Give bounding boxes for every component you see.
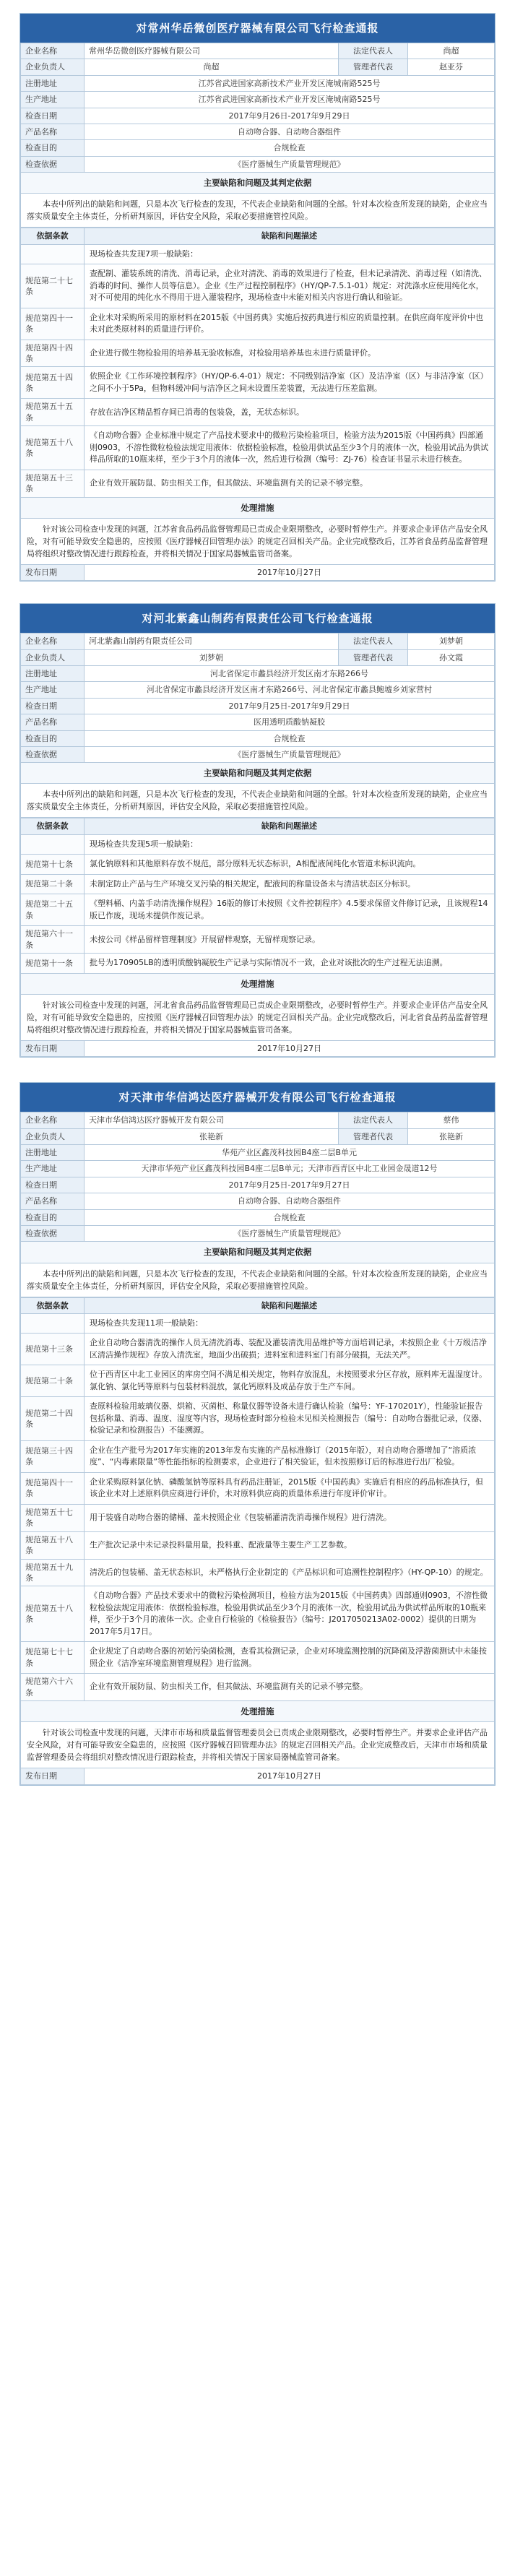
issue-description: 清洗后的包装桶、盖无状态标识，未严格执行企业制定的《产品标识和可追溯性控制程序》（HY-QP-10）的规定。 xyxy=(85,1559,495,1586)
issue-description: 《自动吻合器》企业标准中规定了产品技术要求中的微粒污染检验项目，检验方法为2015版《中国药典》四部通则0903，不溶性微粒检验法规定用液体：依据检验标准，检验用供试品至少3个月的液体一次，检验用试品为供试样品所取的10瓶来样，至少于3个月的液体一次，然后进行检测（编号：ZJ-76）检查证书显示未进行核查。 xyxy=(85,426,495,470)
issue-row xyxy=(21,244,495,264)
issue-description: 企业未对采购所采用的原材料在2015版《中国药典》实施后按药典进行相应的质量控制。在供应商年度评价中也未对此类原材料的质量进行评价。 xyxy=(85,308,495,340)
issue-clause: 规范第五十九条 xyxy=(21,1559,85,1586)
handling-heading: 处理措施 xyxy=(21,497,495,518)
issue-clause: 规范第五十三条 xyxy=(21,470,85,497)
issue-description: 现场检查共发现5项一般缺陷： xyxy=(85,834,495,855)
issue-row xyxy=(21,1586,495,1642)
principal: 刘梦朝 xyxy=(85,649,339,665)
issue-row xyxy=(21,1440,495,1472)
field-label: 检查依据 xyxy=(21,746,85,762)
company-info-table xyxy=(20,633,495,818)
inspection-report xyxy=(20,603,495,1058)
issue-row xyxy=(21,399,495,426)
field-label: 检查依据 xyxy=(21,1226,85,1242)
issue-description: 企业采购原料氯化钠、磷酸氢钠等原料具有药品注册证，2015版《中国药典》实施后有相应的药品标准执行，但该企业未对上述原料供应商进行评价，未对原料供应商的质量体系进行年度评价审计。 xyxy=(85,1472,495,1504)
field-label: 法定代表人 xyxy=(339,1112,408,1128)
field-label: 检查目的 xyxy=(21,730,85,746)
inspect-date-value: 2017年9月25日-2017年9月27日 xyxy=(85,1177,495,1193)
issues-intro: 本表中所列出的缺陷和问题，只是本次飞行检查的发现，不代表企业缺陷和问题的全部。针对本次检查所发现的缺陷，企业应当落实质量安全主体责任，分析研判原因，评估安全风险，采取必要措施管控风险。 xyxy=(21,784,495,818)
column-header-basis: 依据条款 xyxy=(21,1297,85,1313)
issues-table xyxy=(20,818,495,1057)
issue-clause xyxy=(21,1313,85,1334)
issue-row xyxy=(21,1365,495,1397)
issue-description: 《自动吻合器》产品技术要求中的微粒污染检测项目，检验方法为2015版《中国药典》四部通则0903，不溶性微粒检验法规定用液体：依据检验标准，检验用供试品至少3个月的液体一次，检验用试品为供试样品所取的10瓶来样，至少于3个月的液体一次。企业自行检验的《检验报告》（编号：J2017050213A02-0002）提供的日期为2017年5月17日。 xyxy=(85,1586,495,1642)
field-label: 检查目的 xyxy=(21,1209,85,1225)
issue-description: 现场检查共发现11项一般缺陷： xyxy=(85,1313,495,1334)
issue-row xyxy=(21,874,495,894)
reg-address-value: 江苏省武进国家高新技术产业开发区淹城南路525号 xyxy=(85,75,495,91)
issues-intro: 本表中所列出的缺陷和问题，只是本次飞行检查的发现，不代表企业缺陷和问题的全部。针对本次检查所发现的缺陷，企业应当落实质量安全主体责任，分析研判原因，评估安全风险，采取必要措施管控风险。 xyxy=(21,194,495,228)
field-label: 产品名称 xyxy=(21,1193,85,1209)
issue-description: 氯化钠原料和其他原料存放不规范，部分原料无状态标识，A相配液间纯化水管道未标识流向。 xyxy=(85,855,495,875)
issue-description: 用于装盛自动吻合器的储桶、盖未按照企业《包装桶灌清洗消毒操作规程》进行清洗。 xyxy=(85,1504,495,1531)
field-label: 企业名称 xyxy=(21,43,85,59)
prod-address-value: 河北省保定市蠡县经济开发区南才东路266号、河北省保定市蠡县鲍墟乡刘家营村 xyxy=(85,682,495,698)
management-representative: 孙文霞 xyxy=(408,649,495,665)
issue-description: 企业有效开展防鼠、防虫相关工作，但其做法、环境监测有关的记录不够完整。 xyxy=(85,1674,495,1701)
issue-description: 查配制、灌装系统的清洗、消毒记录，企业对清洗、消毒的效果进行了检查，但未记录清洗、消毒过程（如清洗、消毒的时间、操作人员等信息）。企业《生产过程控制程序》（HY/QP-7.5.1-01）规定：对洗涤水应使用纯化水，对不可使用的纯化水不得用于进入灌装程序，现场检查中未能对相关内容进行确认和验证。 xyxy=(85,264,495,308)
field-label: 产品名称 xyxy=(21,124,85,139)
issue-row xyxy=(21,1504,495,1531)
legal-representative: 蔡伟 xyxy=(408,1112,495,1128)
issue-row xyxy=(21,855,495,875)
handling-heading: 处理措施 xyxy=(21,973,495,994)
field-label: 企业名称 xyxy=(21,1112,85,1128)
publish-date: 2017年10月27日 xyxy=(85,564,495,580)
field-label: 检查日期 xyxy=(21,108,85,124)
issue-row xyxy=(21,1559,495,1586)
issues-intro: 本表中所列出的缺陷和问题，只是本次飞行检查的发现，不代表企业缺陷和问题的全部。针对本次检查所发现的缺陷，企业应当落实质量安全主体责任，分析研判原因，评估安全风险，采取必要措施管控风险。 xyxy=(21,1263,495,1297)
issue-description: 企业有效开展防鼠、防虫相关工作，但其做法、环境监测有关的记录不够完整。 xyxy=(85,470,495,497)
management-representative: 赵亚芬 xyxy=(408,59,495,75)
issue-clause: 规范第五十八条 xyxy=(21,426,85,470)
issue-row xyxy=(21,1313,495,1334)
field-label: 管理者代表 xyxy=(339,649,408,665)
field-label: 法定代表人 xyxy=(339,43,408,59)
column-header-description: 缺陷和问题描述 xyxy=(85,818,495,834)
issue-description: 未制定防止产品与生产环境交叉污染的相关规定，配液间的称量设备未与清洁状态区分标识。 xyxy=(85,874,495,894)
issue-clause: 规范第四十一条 xyxy=(21,1472,85,1504)
issue-clause: 规范第三十四条 xyxy=(21,1440,85,1472)
issue-row xyxy=(21,426,495,470)
document-root xyxy=(0,13,515,1786)
issue-description: 生产批次记录中未记录投料量用量，投料重、配液量等主要生产工艺参数。 xyxy=(85,1531,495,1559)
publish-date-label: 发布日期 xyxy=(21,564,85,580)
prod-address-value: 天津市华苑产业区鑫茂科技园B4座二层B单元；天津市西青区中北工业园金晟道12号 xyxy=(85,1161,495,1177)
basis-value: 《医疗器械生产质量管理规范》 xyxy=(85,746,495,762)
product-value: 医用透明质酸钠凝胶 xyxy=(85,714,495,730)
issue-clause: 规范第四十四条 xyxy=(21,340,85,367)
handling-heading: 处理措施 xyxy=(21,1701,495,1722)
issue-row xyxy=(21,1674,495,1701)
field-label: 注册地址 xyxy=(21,665,85,681)
issues-heading: 主要缺陷和问题及其判定依据 xyxy=(21,763,495,784)
column-header-description: 缺陷和问题描述 xyxy=(85,1297,495,1313)
issue-clause: 规范第四十一条 xyxy=(21,308,85,340)
issue-description: 现场检查共发现7项一般缺陷： xyxy=(85,244,495,264)
issue-description: 企业在生产批号为2017年实施的2013年发布实施的产品标准修订（2015年版），对自动吻合器增加了“溶质浓度”、“内毒素限量”等性能指标的检测要求，企业进行了相关验证，但未按照修订后的标准进行出厂检验。 xyxy=(85,1440,495,1472)
issue-clause: 规范第二十五条 xyxy=(21,894,85,926)
issue-clause xyxy=(21,834,85,855)
inspection-report xyxy=(20,13,495,582)
field-label: 检查目的 xyxy=(21,140,85,156)
field-label: 生产地址 xyxy=(21,92,85,108)
report-title: 对河北紫鑫山制药有限责任公司飞行检查通报 xyxy=(20,604,495,633)
issue-clause: 规范第六十六条 xyxy=(21,1674,85,1701)
field-label: 企业负责人 xyxy=(21,1128,85,1144)
handling-text: 针对该公司检查中发现的问题，江苏省食品药品监督管理局已责成企业限期整改，必要时暂停生产。并要求企业评估产品安全风险，对有可能导致安全隐患的，应按照《医疗器械召回管理办法》的规定召回相关产品。企业完成整改后，江苏省食品药品监督管理局将组织对整改情况进行跟踪检查，并将相关情况于国家局器械监管司备案。 xyxy=(21,518,495,564)
purpose-value: 合规检查 xyxy=(85,1209,495,1225)
issue-clause: 规范第二十条 xyxy=(21,874,85,894)
field-label: 检查日期 xyxy=(21,1177,85,1193)
issue-row xyxy=(21,470,495,497)
issue-clause: 规范第十一条 xyxy=(21,954,85,974)
handling-text: 针对该公司检查中发现的问题，河北省食品药品监督管理局已责成企业限期整改，必要时暂停生产。并要求企业评估产品安全风险，对有可能导致安全隐患的，应按照《医疗器械召回管理办法》的规定召回相关产品。企业完成整改后，河北省食品药品监督管理局将组织对整改情况进行跟踪检查，并将相关情况于国家局器械监管司备案。 xyxy=(21,994,495,1040)
field-label: 法定代表人 xyxy=(339,634,408,649)
publish-date: 2017年10月27日 xyxy=(85,1040,495,1056)
legal-representative: 尚超 xyxy=(408,43,495,59)
column-header-basis: 依据条款 xyxy=(21,228,85,244)
field-label: 企业负责人 xyxy=(21,59,85,75)
issue-description: 《塑料桶、内盖手动清洗操作规程》16版的修订未按照《文件控制程序》4.5要求保留文件修订记录，且该规程14版已作废，现场未提供作废记录。 xyxy=(85,894,495,926)
field-label: 企业负责人 xyxy=(21,649,85,665)
product-value: 自动吻合器、自动吻合器组件 xyxy=(85,124,495,139)
principal: 尚超 xyxy=(85,59,339,75)
issue-clause: 规范第六十一条 xyxy=(21,926,85,954)
report-title: 对天津市华信鸿达医疗器械开发有限公司飞行检查通报 xyxy=(20,1083,495,1112)
issue-clause: 规范第十三条 xyxy=(21,1334,85,1365)
issue-clause: 规范第二十四条 xyxy=(21,1397,85,1441)
purpose-value: 合规检查 xyxy=(85,730,495,746)
issues-heading: 主要缺陷和问题及其判定依据 xyxy=(21,173,495,194)
reg-address-value: 华苑产业区鑫茂科技园B4座二层B单元 xyxy=(85,1145,495,1161)
publish-date: 2017年10月27日 xyxy=(85,1768,495,1784)
issue-description: 企业自动吻合器清洗的操作人员无清洗消毒、装配及灌装清洗用品维护等方面培训记录，未按照企业《十万级洁净区清洁操作规程》存放入清洗室，地面少出破损；进料室和进料室门有部分破损，无法关严。 xyxy=(85,1334,495,1365)
handling-text: 针对该公司检查中发现的问题，天津市市场和质量监督管理委员会已责成企业限期整改，必要时暂停生产。并要求企业评估产品安全风险，对有可能导致安全隐患的，应按照《医疗器械召回管理办法》的规定召回相关产品。企业完成整改后，天津市市场和质量监督管理委员会将组织对整改情况进行跟踪检查，并将相关情况于国家局器械监管司备案。 xyxy=(21,1722,495,1768)
company-name: 常州华岳微创医疗器械有限公司 xyxy=(85,43,339,59)
issue-row xyxy=(21,308,495,340)
issue-clause: 规范第五十八条 xyxy=(21,1586,85,1642)
product-value: 自动吻合器、自动吻合器组件 xyxy=(85,1193,495,1209)
publish-date-label: 发布日期 xyxy=(21,1040,85,1056)
issue-description: 依照企业《工作环境控制程序》（HY/QP-6.4-01）规定：不同级别洁净室（区）及洁净室（区）与非洁净室（区）之间不小于5Pa，但物料缓冲间与洁净区之间未设置压差装置，无法进行压差监测。 xyxy=(85,367,495,399)
issue-row xyxy=(21,1334,495,1365)
issue-clause: 规范第五十八条 xyxy=(21,1531,85,1559)
publish-date-label: 发布日期 xyxy=(21,1768,85,1784)
issue-clause: 规范第七十七条 xyxy=(21,1642,85,1674)
issue-description: 查原料检验用玻璃仪器、烘箱、灭菌柜、称量仪器等设备未进行确认检验（编号：YF-170201Y），性能验证报告包括称量、消毒、温度、湿度等内容，现场检查时部分检验未见相关检测报告（编号：自动吻合器批记录，仪器、检验记录和检测报告）不能溯源。 xyxy=(85,1397,495,1441)
issues-table xyxy=(20,1297,495,1785)
issue-description: 批号为170905LB的透明质酸钠凝胶生产记录与实际情况不一致，企业对该批次的生产过程无法追溯。 xyxy=(85,954,495,974)
issue-description: 位于西青区中北工业园区的库房空间不满足相关规定，物料存放混乱，未按照要求分区存放，原料库无温湿度计。氯化钠、氯化钙等原料与包装材料混放，氯化钙原料及成品存放于生产车间。 xyxy=(85,1365,495,1397)
field-label: 企业名称 xyxy=(21,634,85,649)
issue-row xyxy=(21,1642,495,1674)
inspect-date-value: 2017年9月26日-2017年9月29日 xyxy=(85,108,495,124)
issue-row xyxy=(21,340,495,367)
issues-heading: 主要缺陷和问题及其判定依据 xyxy=(21,1242,495,1263)
field-label: 检查日期 xyxy=(21,698,85,714)
reg-address-value: 河北省保定市蠡县经济开发区南才东路266号 xyxy=(85,665,495,681)
issue-description: 存放在洁净区精品暂存间已消毒的包装袋，盖，无状态标识。 xyxy=(85,399,495,426)
issue-clause: 规范第二十条 xyxy=(21,1365,85,1397)
basis-value: 《医疗器械生产质量管理规范》 xyxy=(85,1226,495,1242)
issue-clause: 规范第五十四条 xyxy=(21,367,85,399)
field-label: 产品名称 xyxy=(21,714,85,730)
issue-row xyxy=(21,834,495,855)
company-info-table xyxy=(20,1112,495,1297)
field-label: 管理者代表 xyxy=(339,1128,408,1144)
issue-row xyxy=(21,954,495,974)
management-representative: 张艳新 xyxy=(408,1128,495,1144)
principal: 张艳新 xyxy=(85,1128,339,1144)
field-label: 生产地址 xyxy=(21,1161,85,1177)
inspect-date-value: 2017年9月25日-2017年9月29日 xyxy=(85,698,495,714)
issue-description: 企业规定了自动吻合器的初始污染菌检测，查看其检测记录，企业对环境监测控制的沉降菌及浮游菌测试中未能按照企业《洁净室环境监测管理规程》进行监测。 xyxy=(85,1642,495,1674)
company-name: 天津市华信鸿达医疗器械开发有限公司 xyxy=(85,1112,339,1128)
issues-table xyxy=(20,228,495,581)
field-label: 生产地址 xyxy=(21,682,85,698)
report-title: 对常州华岳微创医疗器械有限公司飞行检查通报 xyxy=(20,14,495,43)
issue-row xyxy=(21,1531,495,1559)
field-label: 注册地址 xyxy=(21,1145,85,1161)
issue-row xyxy=(21,926,495,954)
issue-row xyxy=(21,1397,495,1441)
purpose-value: 合规检查 xyxy=(85,140,495,156)
company-info-table xyxy=(20,43,495,228)
column-header-description: 缺陷和问题描述 xyxy=(85,228,495,244)
field-label: 注册地址 xyxy=(21,75,85,91)
issue-row xyxy=(21,1472,495,1504)
issue-clause: 规范第五十七条 xyxy=(21,1504,85,1531)
issue-description: 企业进行微生物检验用的培养基无验收标准，对检验用培养基也未进行质量评价。 xyxy=(85,340,495,367)
issue-row xyxy=(21,894,495,926)
prod-address-value: 江苏省武进国家高新技术产业开发区淹城南路525号 xyxy=(85,92,495,108)
legal-representative: 刘梦朝 xyxy=(408,634,495,649)
issue-row xyxy=(21,264,495,308)
inspection-report xyxy=(20,1082,495,1785)
basis-value: 《医疗器械生产质量管理规范》 xyxy=(85,156,495,172)
issue-clause: 规范第二十七条 xyxy=(21,264,85,308)
field-label: 检查依据 xyxy=(21,156,85,172)
company-name: 河北紫鑫山制药有限责任公司 xyxy=(85,634,339,649)
issue-clause: 规范第五十五条 xyxy=(21,399,85,426)
column-header-basis: 依据条款 xyxy=(21,818,85,834)
issue-row xyxy=(21,367,495,399)
field-label: 管理者代表 xyxy=(339,59,408,75)
issue-description: 未按公司《样品留样管理制度》开展留样观察，无留样观察记录。 xyxy=(85,926,495,954)
issue-clause: 规范第十七条 xyxy=(21,855,85,875)
issue-clause xyxy=(21,244,85,264)
